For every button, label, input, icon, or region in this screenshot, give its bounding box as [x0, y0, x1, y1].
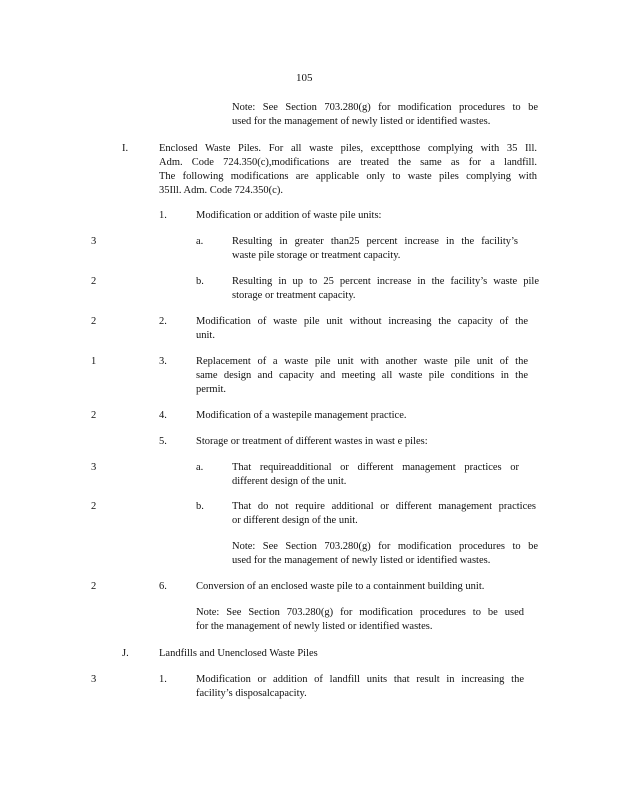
- item-line: permit.: [196, 384, 227, 395]
- note-line: Note: See Section 703.280(g) for modification procedures to be used: [196, 607, 524, 618]
- item-line: Modification of waste pile unit without increasing the capacity of the: [196, 316, 528, 327]
- item-marker: b.: [196, 501, 204, 512]
- note-line: Note: See Section 703.280(g) for modification procedures to be: [232, 102, 538, 113]
- item-text: [196, 435, 528, 449]
- section-i-line: The following modifications are applicable only to waste piles complying with: [159, 171, 537, 182]
- section-i-heading: [159, 142, 537, 198]
- class-number: 1: [91, 356, 97, 367]
- class-number: 2: [91, 276, 97, 287]
- item-text: [232, 235, 518, 263]
- item-text: [232, 500, 536, 528]
- note-line: used for the management of newly listed or identified wastes.: [232, 555, 491, 566]
- item-line: same design and capacity and meeting all waste pile conditions in the: [196, 370, 528, 381]
- item-marker: a.: [196, 462, 204, 473]
- class-number: 2: [91, 581, 97, 592]
- section-i-line: 35Ill. Adm. Code 724.350(c).: [159, 185, 283, 196]
- item-line: waste pile storage or treatment capacity.: [232, 250, 401, 261]
- item-text: [196, 673, 524, 701]
- item-text: [196, 580, 528, 594]
- note-line: used for the management of newly listed or identified wastes.: [232, 116, 491, 127]
- item-marker: 1.: [159, 674, 167, 685]
- item-marker: 3.: [159, 356, 167, 367]
- class-number: 2: [91, 316, 97, 327]
- class-number: 3: [91, 674, 97, 685]
- page-number: 105: [296, 72, 313, 84]
- item-line: unit.: [196, 330, 215, 341]
- class-number: 3: [91, 236, 97, 247]
- item-line: Modification of a wastepile management practice.: [196, 410, 407, 421]
- item-line: Conversion of an enclosed waste pile to a containment building unit.: [196, 581, 485, 592]
- note-line: for the management of newly listed or identified wastes.: [196, 621, 433, 632]
- item-line: facility’s disposalcapacity.: [196, 688, 307, 699]
- item-marker: 5.: [159, 436, 167, 447]
- section-j-marker: J.: [122, 648, 129, 659]
- item-marker: 6.: [159, 581, 167, 592]
- item-line: That requireadditional or different management practices or: [232, 462, 519, 473]
- item-marker: 1.: [159, 210, 167, 221]
- item-marker: b.: [196, 276, 204, 287]
- section-j-heading: Landfills and Unenclosed Waste Piles: [159, 648, 318, 659]
- item-text: [232, 275, 539, 303]
- item-line: or different design of the unit.: [232, 515, 358, 526]
- item-line: Resulting in up to 25 percent increase in the facility’s waste pile: [232, 276, 539, 287]
- class-number: 2: [91, 410, 97, 421]
- item-line: Resulting in greater than25 percent increase in the facility’s: [232, 236, 518, 247]
- item-marker: 2.: [159, 316, 167, 327]
- class-number: 2: [91, 501, 97, 512]
- note: [196, 606, 524, 634]
- note-top: [232, 101, 538, 129]
- item-marker: 4.: [159, 410, 167, 421]
- section-i-line: Adm. Code 724.350(c),modifications are treated the same as for a landfill.: [159, 157, 537, 168]
- item-line: That do not require additional or different management practices: [232, 501, 536, 512]
- item-text: [196, 209, 536, 223]
- item-line: storage or treatment capacity.: [232, 290, 356, 301]
- note: [232, 540, 538, 568]
- class-number: 3: [91, 462, 97, 473]
- item-text: [196, 409, 528, 423]
- item-marker: a.: [196, 236, 204, 247]
- item-line: Modification or addition of waste pile units:: [196, 210, 382, 221]
- item-text: [196, 355, 528, 397]
- item-line: different design of the unit.: [232, 476, 347, 487]
- note-line: Note: See Section 703.280(g) for modification procedures to be: [232, 541, 538, 552]
- section-i-marker: I.: [122, 143, 129, 154]
- item-line: Modification or addition of landfill units that result in increasing the: [196, 674, 524, 685]
- item-text: [196, 315, 528, 343]
- section-i-line: Enclosed Waste Piles. For all waste piles, exceptthose complying with 35 Ill.: [159, 143, 537, 154]
- item-text: [232, 461, 519, 489]
- item-line: Replacement of a waste pile unit with another waste pile unit of the: [196, 356, 528, 367]
- item-line: Storage or treatment of different wastes in wast e piles:: [196, 436, 428, 447]
